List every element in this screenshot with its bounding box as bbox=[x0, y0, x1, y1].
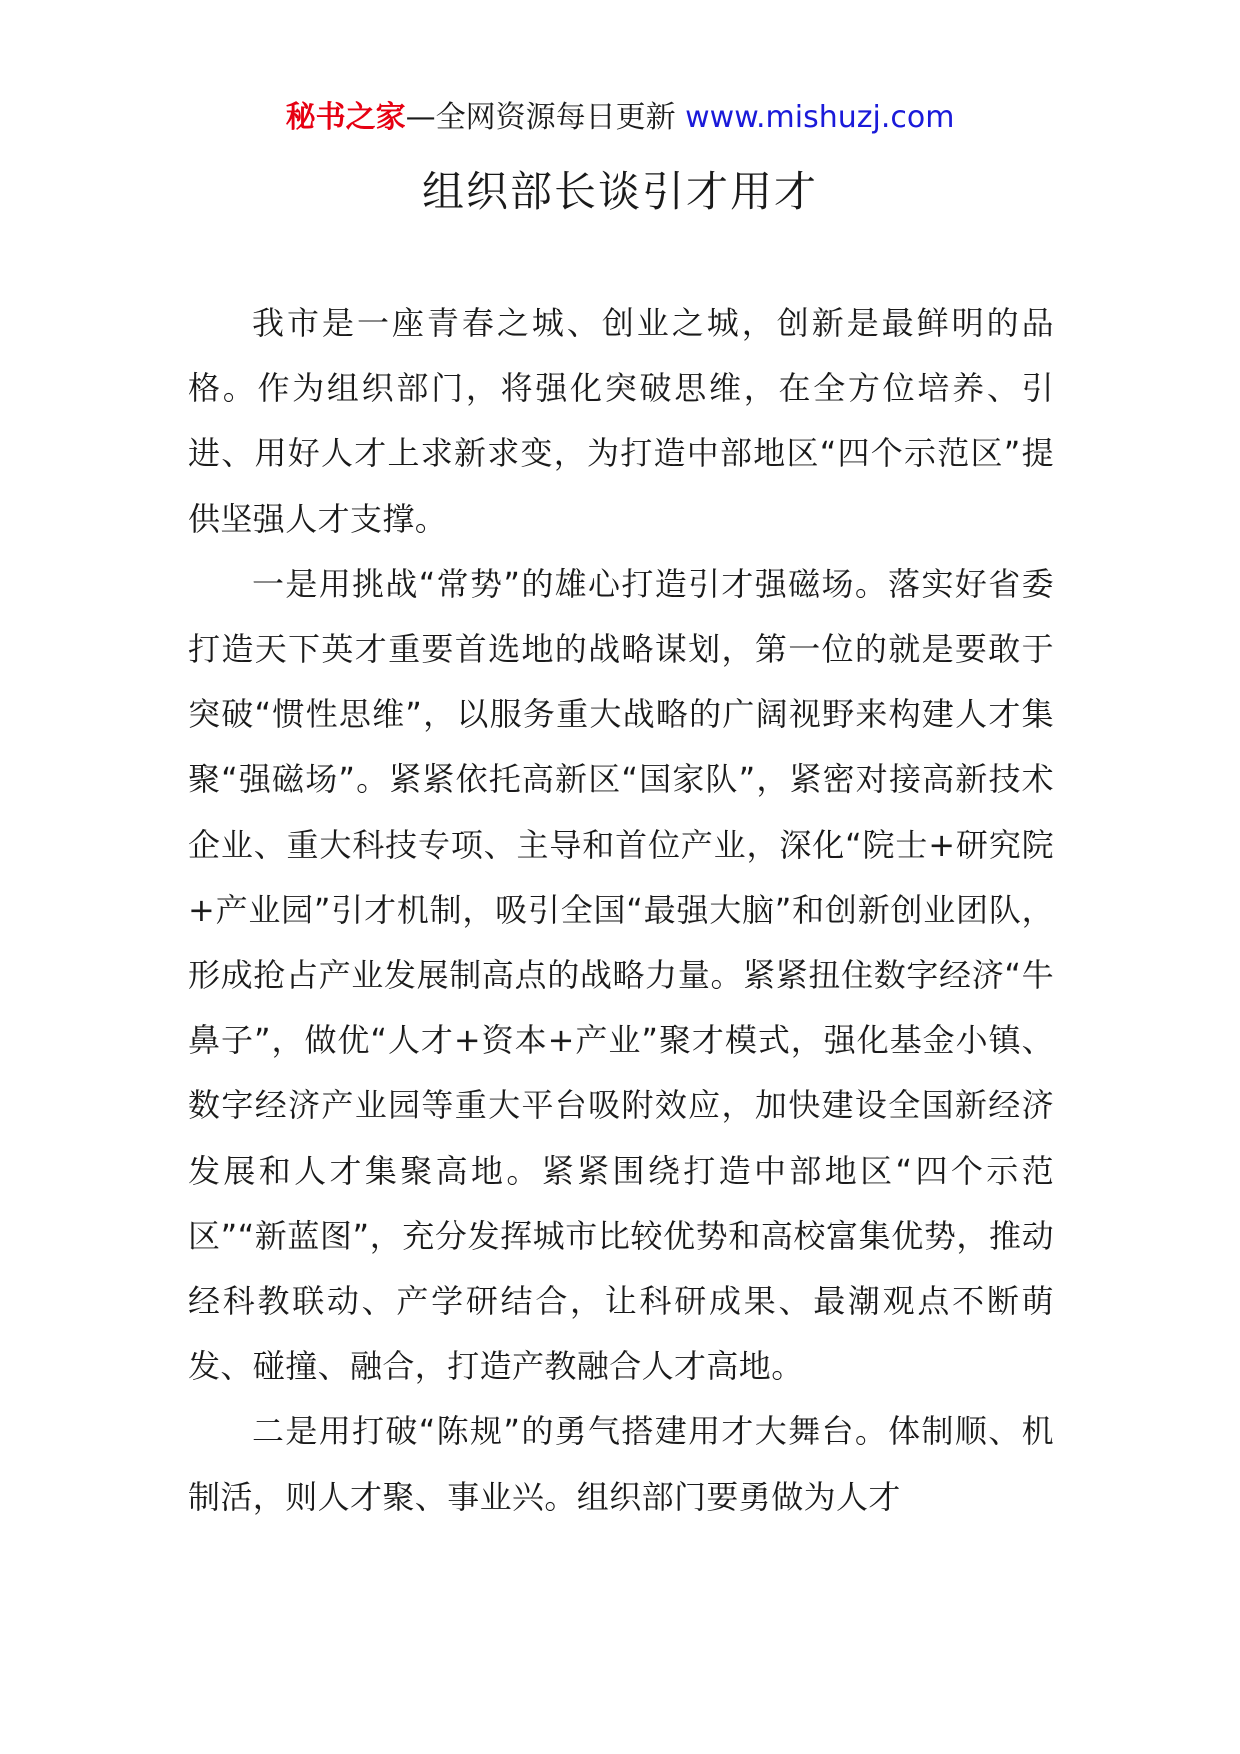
brand-name: 秘书之家 bbox=[285, 100, 406, 135]
paragraph-point-two: 二是用打破“陈规”的勇气搭建用才大舞台。体制顺、机制活，则人才聚、事业兴。组织部门要勇做为人才 bbox=[188, 1412, 1054, 1516]
document-title: 组织部长谈引才用才 bbox=[421, 167, 818, 216]
site-url-link[interactable]: www.mishuzj.com bbox=[685, 100, 955, 135]
document-body bbox=[188, 291, 1054, 1530]
paragraph-intro: 我市是一座青春之城、创业之城，创新是最鲜明的品格。作为组织部门，将强化突破思维，在全方位培养、引进、用好人才上求新求变，为打造中部地区“四个示范区”提供坚强人才支撑。 bbox=[188, 304, 1054, 538]
site-header bbox=[0, 98, 1240, 138]
header-tagline: —全网资源每日更新 bbox=[405, 100, 676, 135]
paragraph-point-one: 一是用挑战“常势”的雄心打造引才强磁场。落实好省委打造天下英才重要首选地的战略谋划，第一位的就是要敢于突破“惯性思维”，以服务重大战略的广阔视野来构建人才集聚“强磁场”。紧紧依托高新区“国家队”，紧密对接高新技术企业、重大科技专项、主导和首位产业，深化“院士+研究院+产业园”引才机制，吸引全国“最强大脑”和创新创业团队，形成抢占产业发展制高点的战略力量。紧紧扭住数字经济“牛鼻子”，做优“人才+资本+产业”聚才模式，强化基金小镇、数字经济产业园等重大平台吸附效应，加快建设全国新经济发展和人才集聚高地。紧紧围绕打造中部地区“四个示范区”“新蓝图”，充分发挥城市比较优势和高校富集优势，推动经科教联动、产学研结合，让科研成果、最潮观点不断萌发、碰撞、融合，打造产教融合人才高地。 bbox=[188, 564, 1054, 1386]
